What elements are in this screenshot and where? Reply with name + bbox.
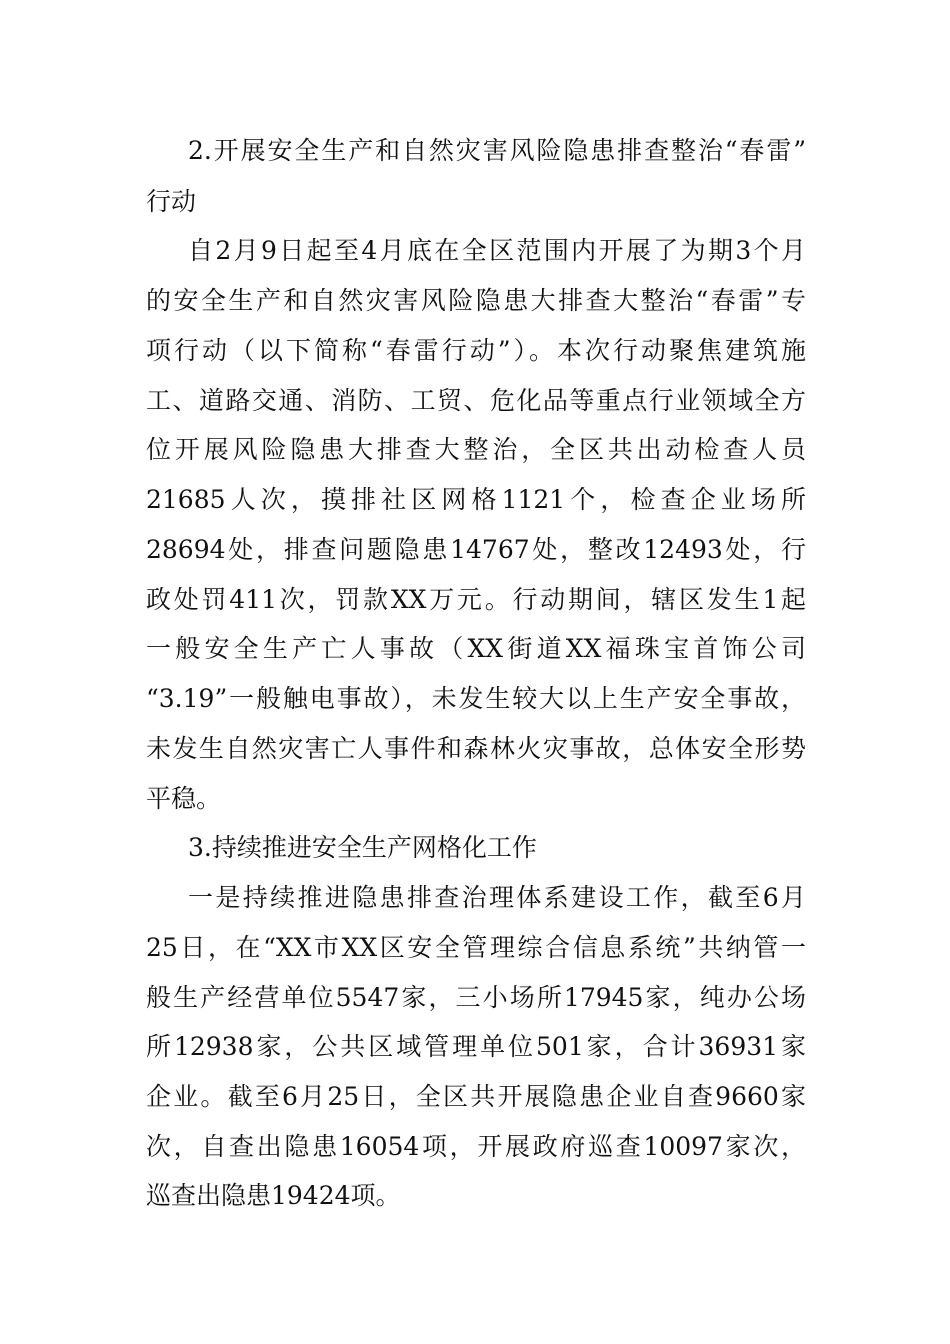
paragraph-line: 21685人次，摸排社区网格1121个，检查企业场所: [146, 485, 806, 514]
paragraph-line: 位开展风险隐患大排查大整治，全区共出动检查人员: [146, 435, 806, 464]
section-heading-2-continued: 行动: [146, 187, 197, 216]
paragraph-line: 工、道路交通、消防、工贸、危化品等重点行业领域全方: [146, 386, 806, 415]
paragraph-line: 般生产经营单位5547家，三小场所17945家，纯办公场: [146, 983, 806, 1012]
section-heading-3: 3.持续推进安全生产网格化工作: [188, 833, 537, 862]
paragraph-line: 一是持续推进隐患排查治理体系建设工作，截至6月: [188, 883, 806, 912]
paragraph-line: “3.19”一般触电事故），未发生较大以上生产安全事故，: [146, 684, 806, 713]
paragraph-line: 平稳。: [146, 784, 222, 813]
paragraph-line: 项行动（以下简称“春雷行动”）。本次行动聚焦建筑施: [146, 336, 806, 365]
paragraph-line: 未发生自然灾害亡人事件和森林火灾事故，总体安全形势: [146, 734, 806, 763]
paragraph-line: 28694处，排查问题隐患14767处，整改12493处，行: [146, 535, 806, 564]
section-heading-2: 2.开展安全生产和自然灾害风险隐患排查整治“春雷”: [188, 136, 806, 165]
paragraph-line: 次，自查出隐患16054项，开展政府巡查10097家次，: [146, 1132, 806, 1161]
paragraph-line: 一般安全生产亡人事故（XX街道XX福珠宝首饰公司: [146, 634, 806, 663]
paragraph-line: 所12938家，公共区域管理单位501家，合计36931家: [146, 1032, 806, 1061]
paragraph-line: 的安全生产和自然灾害风险隐患大排查大整治“春雷”专: [146, 286, 806, 315]
paragraph-line: 自2月9日起至4月底在全区范围内开展了为期3个月: [188, 236, 806, 265]
paragraph-line: 政处罚411次，罚款XX万元。行动期间，辖区发生1起: [146, 585, 806, 614]
paragraph-line: 企业。截至6月25日，全区共开展隐患企业自查9660家: [146, 1082, 806, 1111]
paragraph-line: 巡查出隐患19424项。: [146, 1181, 401, 1210]
paragraph-line: 25日，在“XX市XX区安全管理综合信息系统”共纳管一: [146, 933, 806, 962]
